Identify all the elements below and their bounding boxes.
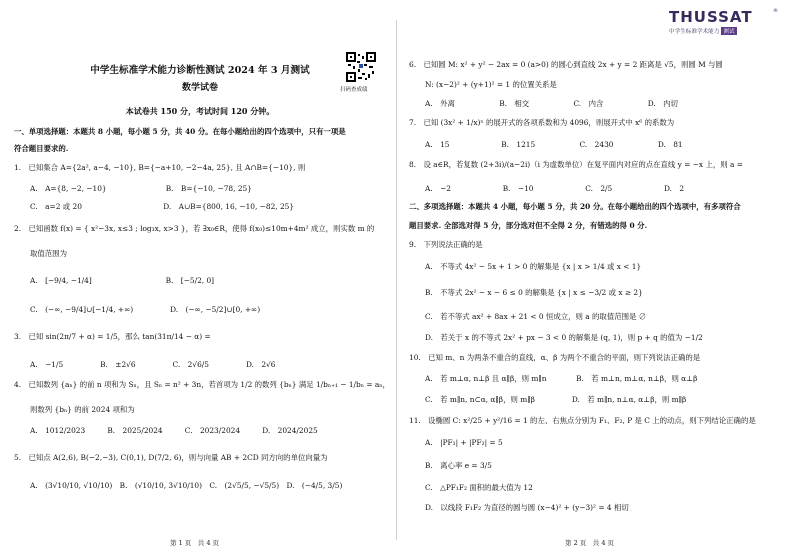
exam-title: 中学生标准学术能力诊断性测试 2024 年 3 月测试	[90, 65, 310, 76]
registered-mark: ®	[773, 8, 778, 14]
section-2-heading: 二、多项选择题：本题共 4 小题，每小题 5 分，共 20 分。在每小题给出的四个选项中，有多项符合	[409, 202, 741, 211]
q6-options: A. 外离 B. 相交 C. 内含 D. 内切	[425, 99, 678, 108]
q9-option-b: B. 不等式 2x² − x − 6 ≤ 0 的解集是 {x | x ≤ −3/2 或 x ≥ 2}	[425, 288, 643, 297]
q11-option-c: C. △PF₁F₂ 面积的最大值为 12	[425, 483, 533, 492]
q11-option-b: B. 离心率 e = 3/5	[425, 461, 492, 470]
brand-subtitle: 中学生标准学术能力	[669, 29, 720, 35]
qr-caption: 扫码查成绩	[340, 87, 368, 93]
q4-options: A. 1012/2023 B. 2025/2024 C. 2023/2024 D. 2024/2025	[30, 426, 318, 435]
qr-code-icon[interactable]	[346, 52, 376, 82]
question-7: 7. 已知 (3x² + 1/x)ⁿ 的展开式的各项系数和为 4096，则展开式中 x⁶ 的系数为	[409, 118, 675, 127]
question-1: 1. 已知集合 A={2a², a−4, −10}, B={−a+10, −2−4a, 25}, 且 A∩B={−10}, 则	[14, 163, 306, 172]
exam-subject: 数学试卷	[181, 83, 218, 93]
q2-options-ab: A. [−9/4, −1/4] B. [−5/2, 0]	[30, 276, 215, 285]
brand-name: THUSSAT	[669, 8, 753, 26]
section-heading-cont: 符合题目要求的.	[14, 144, 69, 153]
q9-option-a: A. 不等式 4x² − 5x + 1 > 0 的解集是 {x | x > 1/4 或 x < 1}	[425, 262, 642, 271]
q11-option-a: A. |PF₁| + |PF₂| = 5	[425, 438, 503, 447]
q9-option-d: D. 若关于 x 的不等式 2x² + px − 3 < 0 的解集是 (q, 1)，则 p + q 的值为 −1/2	[425, 333, 703, 342]
question-11: 11. 设椭圆 C: x²/25 + y²/16 = 1 的左、右焦点分别为 F₁、F₂, P 是 C 上的动点，则下列结论正确的是	[409, 416, 756, 425]
question-9: 9. 下列说法正确的是	[409, 240, 483, 249]
q9-option-c: C. 若不等式 ax² + 8ax + 21 < 0 恒成立，则 a 的取值范围是 ∅	[425, 312, 647, 321]
q1-options-ab: A. A={8, −2, −10} B. B={−10, −78, 25}	[30, 184, 252, 193]
q8-options: A. −2 B. −10 C. 2/5 D. 2	[425, 184, 685, 193]
page-number-right: 第 2 页 共 4 页	[565, 539, 615, 547]
q11-option-d: D. 以线段 F₁F₂ 为直径的圆与圆 (x−4)² + (y−3)² = 4 相切	[425, 503, 629, 512]
section-2-heading-cont: 题目要求. 全部选对得 5 分，部分选对但不全得 2 分，有错选的得 0 分.	[409, 221, 648, 230]
q10-options-cd: C. 若 m∥n, n⊂α, α∥β，则 m∥β D. 若 m∥n, n⊥α, α⊥β，则 m∥β	[425, 395, 687, 404]
question-6: 6. 已知圆 M: x² + y² − 2ax = 0 (a>0) 的圆心到直线 2x + y = 2 距离是 √5，则圆 M 与圆	[409, 60, 723, 69]
page-number-left: 第 1 页 共 4 页	[170, 539, 220, 547]
brand-logo	[669, 8, 778, 35]
question-2-cont: 取值范围为	[30, 249, 67, 258]
question-3: 3. 已知 sin(2π/7 + α) = 1/5，那么 tan(31π/14 − α) =	[14, 332, 211, 341]
question-4-cont: 则数列 {bₙ} 的前 2024 项和为	[30, 405, 135, 414]
brand-tag: 测试	[723, 29, 735, 35]
right-page	[397, 0, 794, 558]
question-5: 5. 已知点 A(2,6), B(−2,−3), C(0,1), D(7/2, 6)，则与向量 AB + 2CD 同方向的单位向量为	[14, 453, 328, 462]
question-8: 8. 设 a∈R，若复数 (2+3i)/(a−2i)（i 为虚数单位）在复平面内对应的点在直线 y = −x 上，则 a =	[409, 160, 743, 169]
q10-options-ab: A. 若 m⊥α, n⊥β 且 α∥β，则 m∥n B. 若 m⊥n, m⊥α, n⊥β，则 α⊥β	[425, 374, 698, 383]
question-2: 2. 已知函数 f(x) = { x²−3x, x≤3 ; log₃x, x>3 }，若 ∃x₀∈R，使得 f(x₀)≤10m+4m² 成立，则实数 m 的	[14, 224, 375, 233]
q3-options: A. −1/5 B. ±2√6 C. 2√6/5 D. 2√6	[30, 360, 276, 369]
q7-options: A. 15 B. 1215 C. 2430 D. 81	[425, 140, 683, 149]
question-6-cont: N: (x−2)² + (y+1)² = 1 的位置关系是	[425, 80, 557, 89]
question-10: 10. 已知 m、n 为两条不重合的直线，α、β 为两个不重合的平面，则下列说法正确的是	[409, 353, 701, 362]
question-4: 4. 已知数列 {aₙ} 的前 n 项和为 Sₙ，且 Sₙ = n² + 3n，若首项为 1/2 的数列 {bₙ} 满足 1/bₙ₊₁ − 1/bₙ = aₙ，	[14, 380, 390, 389]
q2-options-cd: C. (−∞, −9/4]∪[−1/4, +∞) D. (−∞, −5/2]∪[0, +∞)	[30, 305, 261, 314]
q5-options: A. (3√10/10, √10/10) B. (√10/10, 3√10/10) C. (2√5/5, −√5/5) D. (−4/5, 3/5)	[30, 481, 343, 490]
exam-info: 本试卷共 150 分，考试时间 120 分钟。	[125, 106, 275, 116]
q1-options-cd: C. a=2 或 20 D. A∪B={800, 16, −10, −82, 25}	[30, 202, 295, 211]
section-heading: 一、单项选择题：本题共 8 小题，每小题 5 分，共 40 分。在每小题给出的四个选项中，只有一项是	[14, 127, 346, 136]
